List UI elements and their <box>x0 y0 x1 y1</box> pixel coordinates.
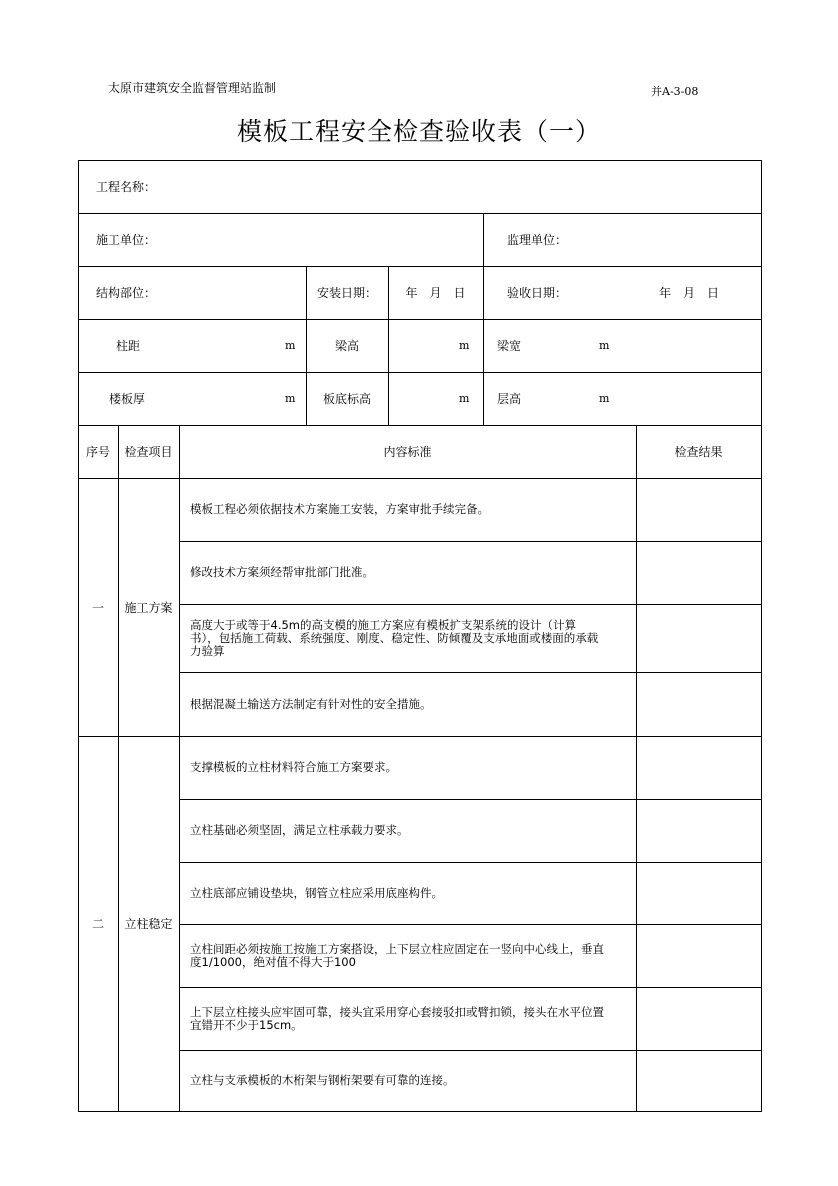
grid-line <box>483 213 484 425</box>
slab-thickness-label: 楼板厚 <box>109 392 146 406</box>
supervision-unit-field[interactable] <box>580 213 755 266</box>
page-title: 模板工程安全检查验收表（一） <box>236 117 601 146</box>
check-result-field[interactable] <box>636 604 761 672</box>
group-1-check-item: 施工方案 <box>124 600 173 615</box>
header-seq-no: 序号 <box>85 445 110 459</box>
construction-unit-label: 施工单位： <box>96 233 157 247</box>
group-2-seq-no: 二 <box>91 917 104 931</box>
content-standard-row: 立柱基础必须坚固，满足立柱承载力要求。 <box>190 823 409 837</box>
content-standard-row: 立柱与支承模板的木桁架与钢桁架要有可靠的连接。 <box>190 1073 455 1087</box>
content-standard-row: 立柱间距必须按施工按施工方案搭设，上下层立柱应固定在一竖向中心线上，垂直度1/1000，绝对值不得大于100 <box>190 941 604 969</box>
check-result-field[interactable] <box>636 478 761 541</box>
project-name-label: 工程名称： <box>96 180 157 194</box>
header-check-item: 检查项目 <box>124 445 173 459</box>
check-result-field[interactable] <box>636 862 761 924</box>
slab-bottom-elevation-label: 板底标高 <box>322 392 371 406</box>
form-code: 并A-3-08 <box>651 85 699 98</box>
content-standard-row: 高度大于或等于4.5m的高支模的施工方案应有模板扩支架系统的设计（计算书），包括施工荷载、系统强度、刚度、稳定性、防倾覆及支承地面或楼面的承载力验算 <box>190 617 599 658</box>
floor-height-label: 层高 <box>497 392 522 406</box>
supervision-unit-label: 监理单位： <box>507 233 568 247</box>
content-standard-row: 根据混凝土输送方法制定有针对性的安全措施。 <box>190 696 432 711</box>
check-result-field[interactable] <box>636 736 761 799</box>
construction-unit-field[interactable] <box>170 213 475 266</box>
grid-line <box>78 319 762 320</box>
beam-height-label: 梁高 <box>334 339 359 353</box>
beam-width-unit: m <box>599 339 610 352</box>
accept-date-field[interactable]: 年 月 日 <box>659 286 720 300</box>
header-check-result: 检查结果 <box>674 445 723 459</box>
check-result-field[interactable] <box>636 1050 761 1111</box>
beam-height-unit: m <box>459 339 470 352</box>
grid-line <box>78 1111 762 1112</box>
content-standard-row: 支撑模板的立柱材料符合施工方案要求。 <box>190 760 397 774</box>
check-result-field[interactable] <box>636 987 761 1050</box>
floor-height-unit: m <box>599 392 610 405</box>
content-standard-row: 上下层立柱接头应牢固可靠，接头宜采用穿心套接驳扣或臂扣锁，接头在水平位置宜错开不少于15cm。 <box>190 1004 604 1032</box>
slab-bottom-elevation-unit: m <box>459 392 470 405</box>
install-date-field[interactable]: 年 月 日 <box>405 286 466 300</box>
check-result-field[interactable] <box>636 799 761 862</box>
check-result-field[interactable] <box>636 541 761 604</box>
beam-width-label: 梁宽 <box>497 339 522 353</box>
structure-part-field[interactable] <box>170 266 300 319</box>
install-date-label: 安装日期： <box>316 286 377 300</box>
header-content-standard: 内容标准 <box>383 445 432 459</box>
check-result-field[interactable] <box>636 924 761 987</box>
grid-line <box>761 160 762 1112</box>
content-standard-row: 模板工程必须依据技术方案施工安装，方案审批手续完备。 <box>190 502 489 516</box>
check-result-field[interactable] <box>636 672 761 736</box>
structure-part-label: 结构部位： <box>96 286 157 300</box>
content-standard-row: 立柱底部应铺设垫块，钢管立柱应采用底座构件。 <box>190 885 443 900</box>
grid-line <box>78 372 762 373</box>
group-2-check-item: 立柱稳定 <box>124 917 173 931</box>
column-spacing-unit: m <box>285 339 296 352</box>
accept-date-label: 验收日期： <box>507 286 568 300</box>
column-spacing-label: 柱距 <box>116 339 141 353</box>
group-1-seq-no: 一 <box>91 600 104 615</box>
issuing-organization: 太原市建筑安全监督管理站监制 <box>108 81 277 95</box>
content-standard-row: 修改技术方案须经帮审批部门批准。 <box>190 565 374 579</box>
slab-thickness-unit: m <box>285 392 296 405</box>
project-name-field[interactable] <box>180 160 755 213</box>
